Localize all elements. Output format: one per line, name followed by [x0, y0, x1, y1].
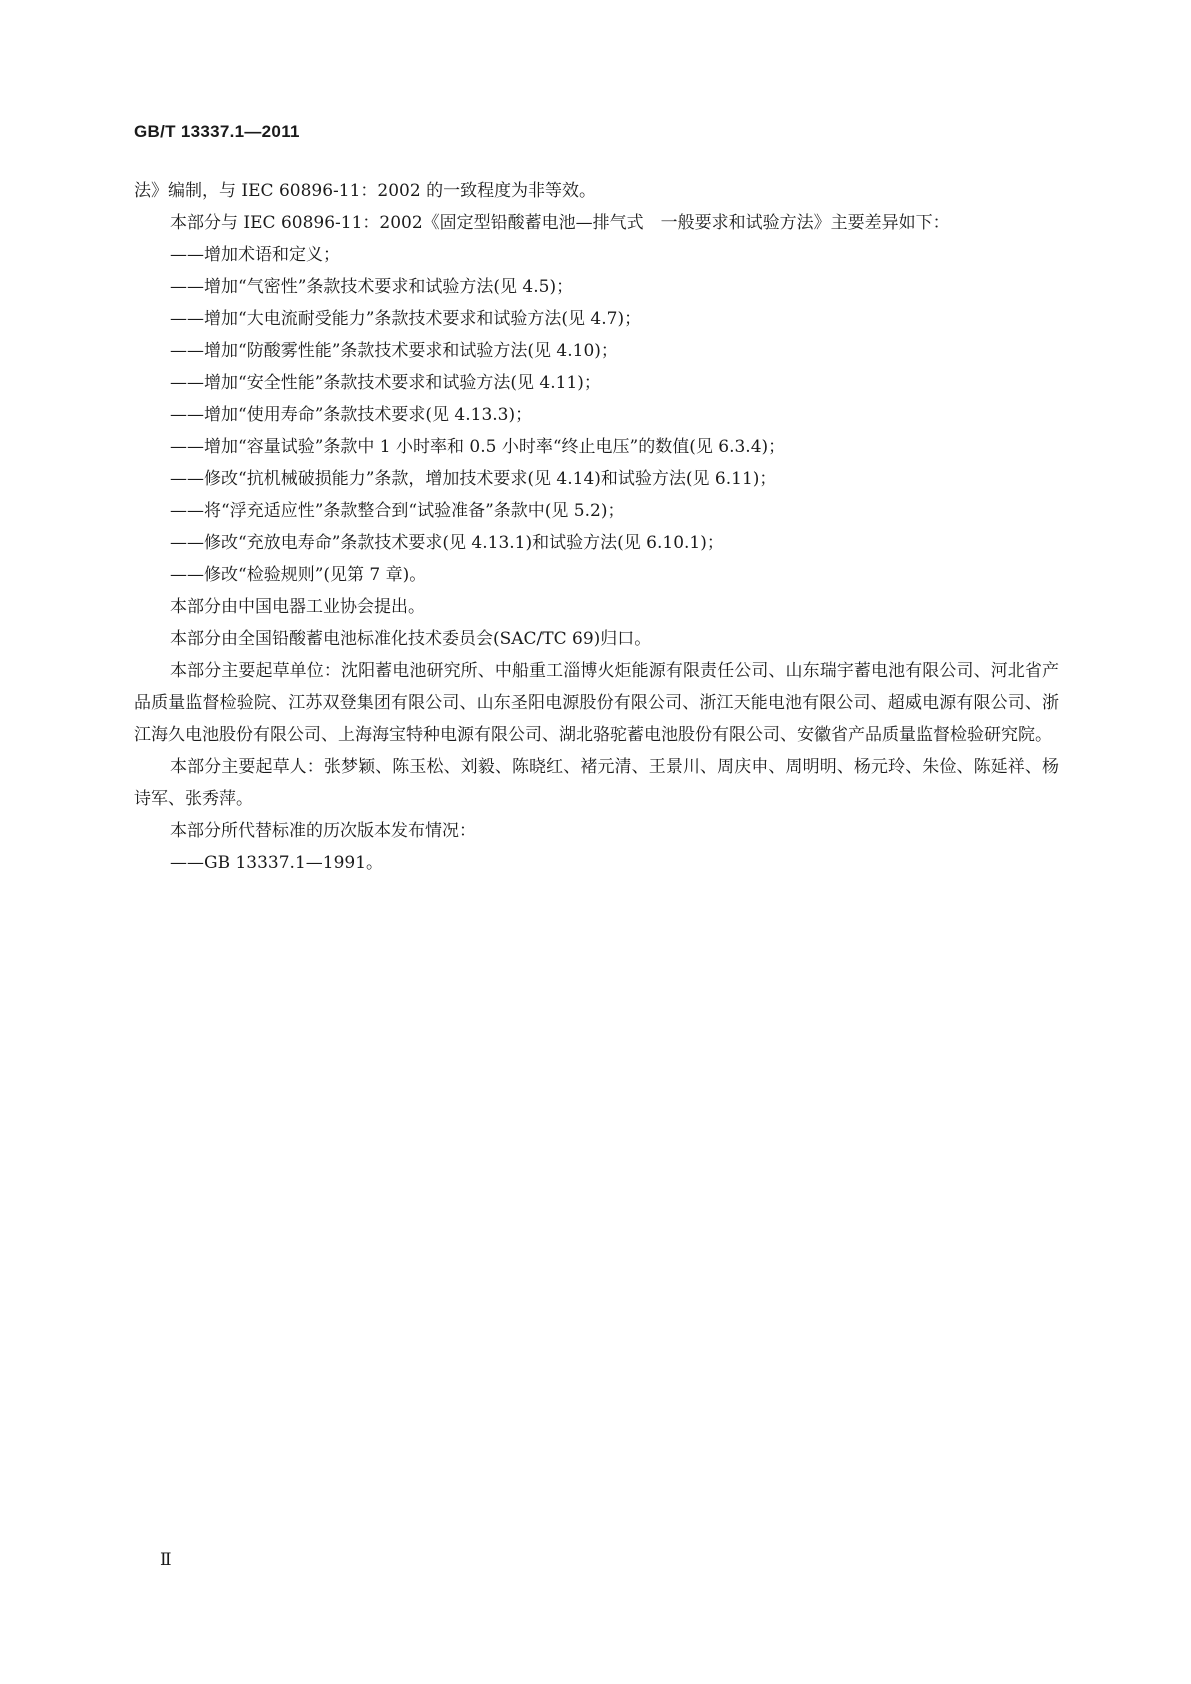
standard-code-header: GB/T 13337.1—2011 — [134, 122, 300, 141]
page-number: Ⅱ — [160, 1550, 172, 1569]
list-item: ——增加“防酸雾性能”条款技术要求和试验方法(见 4.10)； — [170, 341, 618, 361]
list-item: ——增加“气密性”条款技术要求和试验方法(见 4.5)； — [170, 277, 574, 297]
list-item: ——增加“大电流耐受能力”条款技术要求和试验方法(见 4.7)； — [170, 309, 642, 329]
list-item: ——修改“充放电寿命”条款技术要求(见 4.13.1)和试验方法(见 6.10.1)； — [170, 533, 724, 553]
differences-intro: 本部分与 IEC 60896-11：2002《固定型铅酸蓄电池—排气式 一般要求和试验方法》主要差异如下： — [170, 213, 950, 233]
proposed-by-statement: 本部分由中国电器工业协会提出。 — [170, 597, 425, 617]
foreword-body — [134, 175, 1059, 879]
drafters-paragraph: 本部分主要起草人：张梦颖、陈玉松、刘毅、陈晓红、褚元清、王景川、周庆申、周明明、杨元玲、朱俭、陈延祥、杨诗军、张秀萍。 — [134, 757, 1059, 809]
drafting-units-paragraph: 本部分主要起草单位：沈阳蓄电池研究所、中船重工淄博火炬能源有限责任公司、山东瑞宇蓄电池有限公司、河北省产品质量监督检验院、江苏双登集团有限公司、山东圣阳电源股份有限公司、浙江天能电池有限公司、超威电源有限公司、浙江海久电池股份有限公司、上海海宝特种电源有限公司、湖北骆驼蓄电池股份有限公司、安徽省产品质量监督检验研究院。 — [134, 661, 1059, 745]
history-intro: 本部分所代替标准的历次版本发布情况： — [170, 821, 476, 841]
list-item: ——将“浮充适应性”条款整合到“试验准备”条款中(见 5.2)； — [170, 501, 625, 521]
list-item: ——增加术语和定义； — [170, 245, 340, 265]
list-item: ——修改“抗机械破损能力”条款，增加技术要求(见 4.14)和试验方法(见 6.11)； — [170, 469, 777, 489]
differences-list — [134, 239, 1059, 591]
jurisdiction-statement: 本部分由全国铅酸蓄电池标准化技术委员会(SAC/TC 69)归口。 — [170, 629, 652, 649]
list-item: ——修改“检验规则”(见第 7 章)。 — [170, 565, 427, 585]
continuation-line: 法》编制，与 IEC 60896-11：2002 的一致程度为非等效。 — [134, 181, 597, 201]
list-item: ——增加“容量试验”条款中 1 小时率和 0.5 小时率“终止电压”的数值(见 6.3.4)； — [170, 437, 786, 457]
list-item: ——增加“使用寿命”条款技术要求(见 4.13.3)； — [170, 405, 533, 425]
list-item: ——GB 13337.1—1991。 — [170, 853, 384, 873]
list-item: ——增加“安全性能”条款技术要求和试验方法(见 4.11)； — [170, 373, 601, 393]
